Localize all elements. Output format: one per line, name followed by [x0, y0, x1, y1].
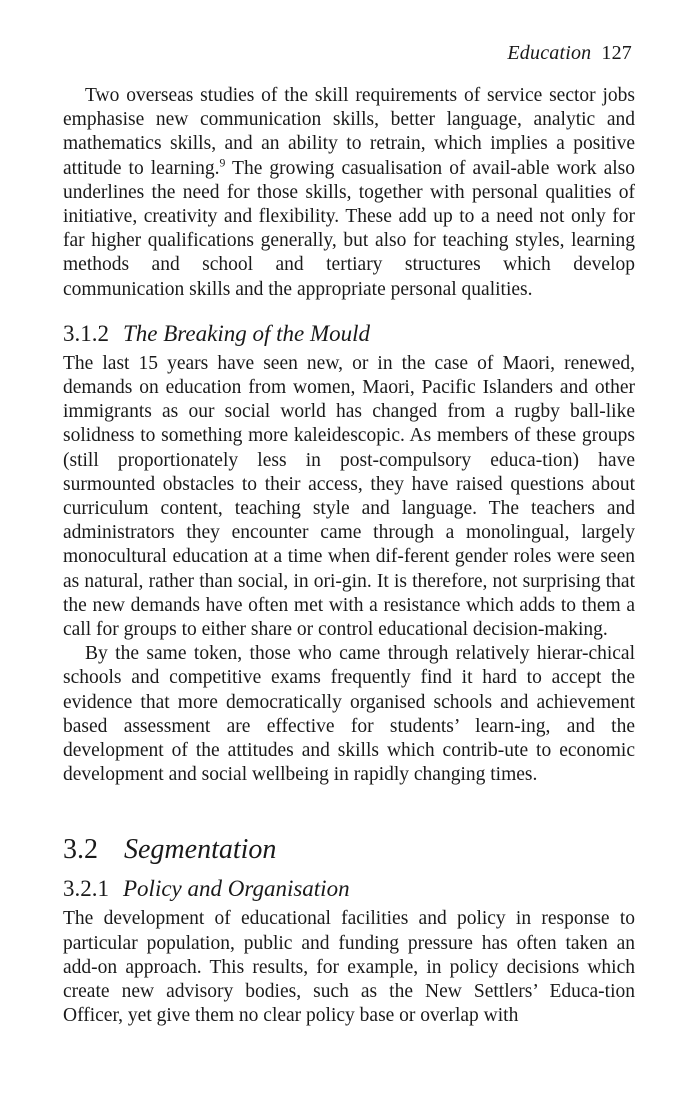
paragraph-policy-organisation: The development of educational facilities and policy in response to particular population, public and funding pressure has often taken an add-on approach. This results, for example, in policy decisions which create new advisory bodies, such as the New Settlers’ Educa-tion Officer, yet give them no clear policy base or overlap with [63, 908, 635, 1027]
page-body [63, 84, 635, 1029]
page-number: 127 [601, 42, 632, 64]
paragraph-breaking-mould-1: The last 15 years have seen new, or in the case of Maori, renewed, demands on education from women, Maori, Pacific Islanders and other immigrants as our social world has changed from a rugby ball-like solidness to something more kaleidescopic. As members of these groups (still proportionately less in post-compulsory educa-tion) have surmounted obstacles to their access, they have raised questions about curriculum content, teaching style and language. The teachers and administrators they encounter came through a monolingual, largely monocultural education at a time when dif-ferent gender roles were seen as natural, rather than social, in ori-gin. It is therefore, not surprising that the new demands have often met with a resistance which adds to them a call for groups to either share or control educational decision-making. [63, 352, 635, 641]
heading-3-1-2-number: 3.1.2 [63, 320, 109, 346]
intro-paragraph [63, 84, 635, 302]
intro-text-after-note: The growing casualisation of avail-able work also underlines the need for those skills, together with personal qualities of initiative, creativity and flexibility. These add up to a need not only for far higher qualifications generally, but also for teaching styles, learning methods and school and tertiary structures which develop communication skills and the appropriate personal qualities. [63, 157, 635, 300]
paragraph-breaking-mould-2: By the same token, those who came through relatively hierar-chical schools and competitive exams frequently find it hard to accept the evidence that more democratically organised schools and achievement based assessment are effective for students’ learn-ing, and the development of the attitudes and skills which contrib-ute to economic development and social wellbeing in rapidly changing times. [63, 643, 635, 786]
footnote-ref: 9 [219, 156, 226, 170]
heading-3-1-2-title: The Breaking of the Mould [123, 320, 370, 346]
heading-3-1-2 [63, 320, 635, 348]
heading-3-2-number: 3.2 [63, 834, 98, 866]
heading-3-2 [63, 833, 635, 867]
intro-text-before-note: Two overseas studies of the skill requirements of service sector jobs emphasise new communication skills, better language, analytic and mathematics skills, and an ability to retrain, which implies a positive attitude to learning. [63, 85, 635, 179]
heading-3-2-1-number: 3.2.1 [63, 876, 109, 902]
heading-3-2-1 [63, 875, 635, 903]
running-head [507, 42, 632, 65]
heading-3-2-title: Segmentation [124, 834, 277, 866]
heading-3-2-1-title: Policy and Organisation [123, 876, 350, 902]
running-head-section: Education [507, 42, 592, 64]
